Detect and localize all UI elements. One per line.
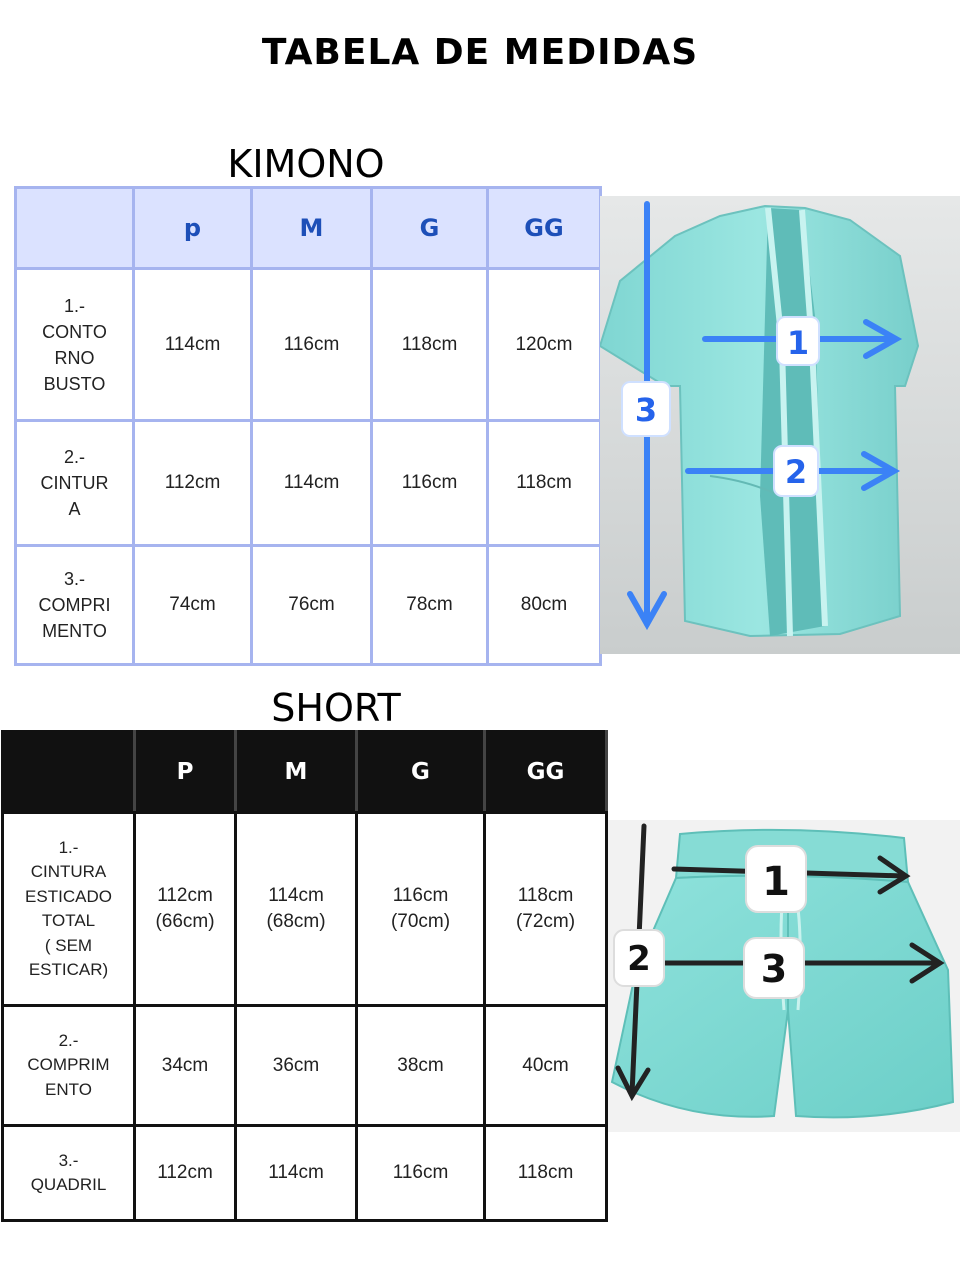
short-illustration [608,820,960,1132]
kimono-diagram [600,196,960,654]
marker-3-label: 3 [760,947,788,991]
kimono-cell: 118cm [488,421,601,546]
label-line: CINTUR [40,473,109,493]
short-row-cintura [3,813,607,1006]
label-line: COMPRIM [27,1055,110,1075]
label-line: A [68,499,81,519]
short-cell [135,813,236,1006]
kimono-header-empty [16,188,134,269]
short-header-size-m: M [236,732,357,813]
label-line: ESTICAR) [28,960,109,979]
label-line: ESTICADO [25,886,112,906]
label-line: COMPRI [38,595,111,615]
kimono-cell: 116cm [252,269,372,421]
marker-1-badge [777,317,819,365]
kimono-cell: 80cm [488,546,601,665]
cell-line: 116cm [392,885,449,906]
cell-line: (70cm) [390,911,451,932]
short-cell [236,813,357,1006]
kimono-cell: 74cm [134,546,252,665]
kimono-row-label [16,546,134,665]
cell-line: 112cm [157,885,213,906]
short-cell: 116cm [357,1126,485,1221]
cell-line: 118cm [517,885,574,906]
kimono-section-title: KIMONO [227,142,385,186]
label-line: CONTO [42,321,107,342]
short-cell [485,813,607,1006]
short-header-size-p: P [135,732,236,813]
kimono-header-size-gg: GG [488,188,601,269]
kimono-header-size-g: G [372,188,488,269]
kimono-row-label [16,269,134,421]
kimono-row-comprimento [16,546,601,665]
marker-3-label: 3 [634,391,658,429]
marker-2-badge [614,930,664,986]
short-size-table [1,730,608,1222]
kimono-illustration [600,196,960,654]
marker-3-badge [622,382,670,436]
label-line: 1.- [58,837,79,857]
label-line: QUADRIL [30,1175,107,1194]
kimono-cell: 112cm [134,421,252,546]
short-section-title: SHORT [271,686,401,730]
marker-1-badge [746,846,806,912]
label-line: TOTAL [41,911,96,930]
short-cell: 34cm [135,1006,236,1126]
label-line: 3.- [58,1150,79,1170]
page-title: TABELA DE MEDIDAS [261,32,699,73]
marker-2-badge [774,446,818,496]
short-row-label [3,1006,135,1126]
short-cell: 114cm [236,1126,357,1221]
kimono-cell: 114cm [252,421,372,546]
cell-line: (68cm) [266,911,326,932]
label-line: CINTURA [30,862,107,881]
cell-line: (72cm) [515,911,576,932]
short-row-label [3,1126,135,1221]
kimono-cell: 116cm [372,421,488,546]
short-cell: 40cm [485,1006,607,1126]
short-diagram [608,820,960,1132]
marker-3-badge [744,938,804,998]
kimono-cell: 114cm [134,269,252,421]
label-line: BUSTO [43,373,106,394]
label-line: 1.- [63,295,85,316]
marker-1-label: 1 [786,324,810,362]
marker-2-label: 2 [627,939,651,979]
short-cell: 36cm [236,1006,357,1126]
label-line: ENTO [45,1079,92,1099]
short-header-size-gg: GG [485,732,607,813]
kimono-cell: 118cm [372,269,488,421]
short-header-row [3,732,607,813]
short-row-comprimento [3,1006,607,1126]
kimono-header-size-m: M [252,188,372,269]
marker-2-label: 2 [784,453,808,491]
short-header-size-g: G [357,732,485,813]
short-cell: 112cm [135,1126,236,1221]
short-header-empty [3,732,135,813]
kimono-cell: 76cm [252,546,372,665]
marker-1-label: 1 [762,859,790,905]
label-line: 2.- [58,1030,79,1050]
short-cell: 38cm [357,1006,485,1126]
short-row-label [3,813,135,1006]
label-line: 3.- [63,569,85,589]
short-cell: 118cm [485,1126,607,1221]
short-cell [357,813,485,1006]
kimono-cell: 78cm [372,546,488,665]
kimono-cell: 120cm [488,269,601,421]
kimono-row-cintura [16,421,601,546]
label-line: RNO [54,347,95,368]
cell-line: 114cm [268,885,324,906]
kimono-header-row [16,188,601,269]
kimono-row-label [16,421,134,546]
label-line: 2.- [63,447,85,467]
kimono-row-busto [16,269,601,421]
label-line: MENTO [42,621,107,641]
kimono-size-table [14,186,602,666]
short-row-quadril [3,1126,607,1221]
cell-line: (66cm) [155,911,215,932]
kimono-header-size-p: p [134,188,252,269]
label-line: ( SEM [44,935,93,955]
